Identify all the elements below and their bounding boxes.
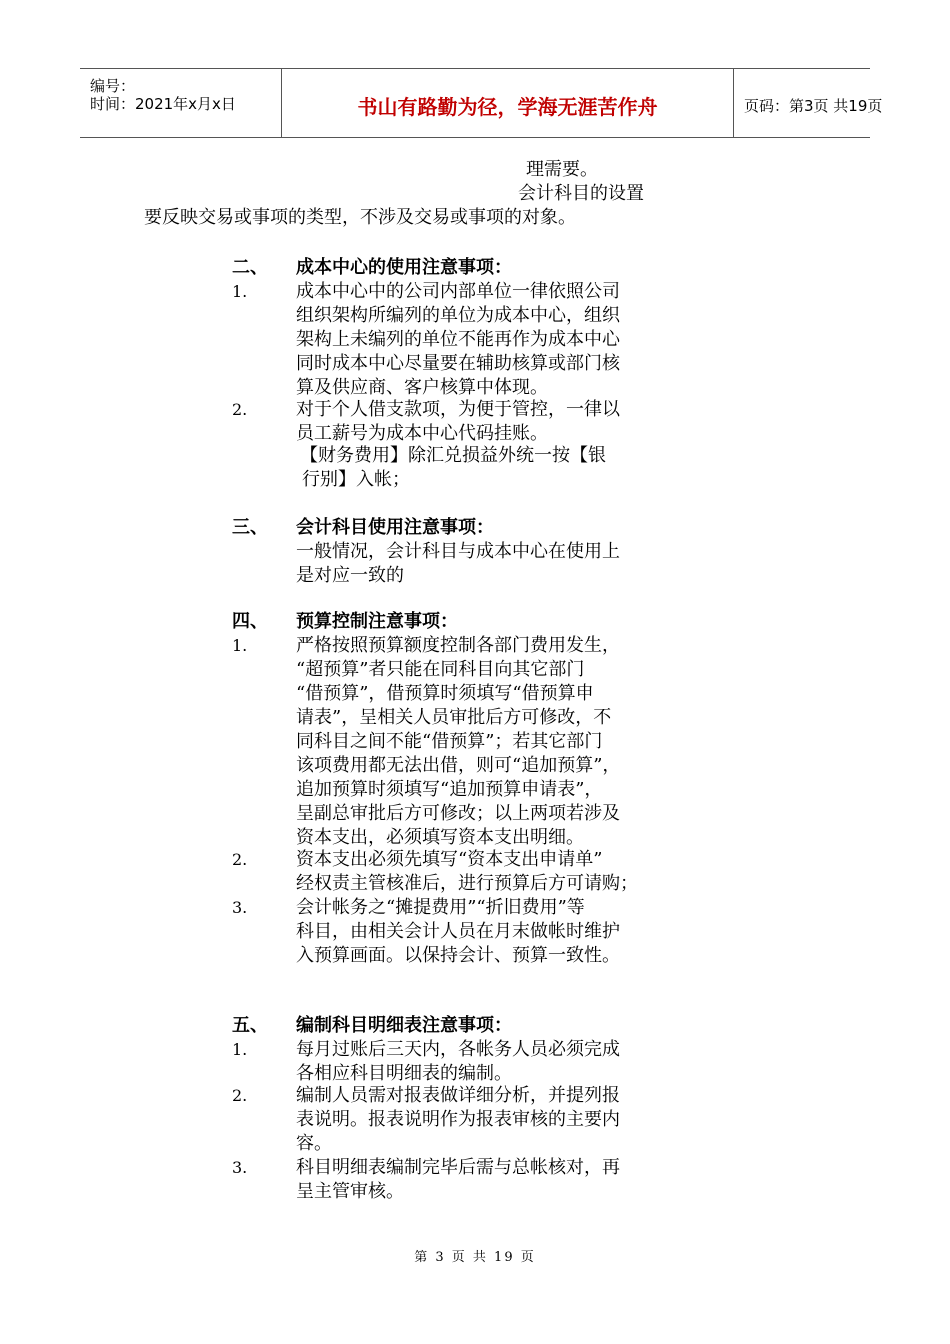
list-item-line: 呈副总审批后方可修改；以上两项若涉及 bbox=[296, 803, 620, 824]
header-meta-cell bbox=[80, 69, 282, 137]
section-number: 四、 bbox=[232, 611, 268, 632]
header-page-cell bbox=[734, 69, 883, 137]
list-item-line: 成本中心中的公司内部单位一律依照公司 bbox=[296, 281, 620, 302]
header-motto-cell bbox=[282, 69, 734, 137]
list-item-line: 科目，由相关会计人员在月末做帐时维护 bbox=[296, 921, 620, 942]
item-number: 3. bbox=[232, 898, 248, 917]
list-item-line: 每月过账后三天内，各帐务人员必须完成 bbox=[296, 1039, 620, 1060]
list-item-line: 经权责主管核准后，进行预算后方可请购； bbox=[296, 873, 638, 894]
paragraph-line: 一般情况，会计科目与成本中心在使用上 bbox=[296, 541, 620, 562]
list-item-line: 资本支出，必须填写资本支出明细。 bbox=[296, 827, 584, 848]
list-item-line: 该项费用都无法出借，则可“追加预算”， bbox=[296, 755, 621, 776]
section-title: 编制科目明细表注意事项： bbox=[296, 1015, 512, 1036]
list-item-line: 容。 bbox=[296, 1133, 332, 1154]
section-number: 二、 bbox=[232, 257, 268, 278]
item-number: 2. bbox=[232, 1086, 248, 1105]
item-number: 1. bbox=[232, 636, 248, 655]
item-number: 2. bbox=[232, 850, 248, 869]
list-item-line: 对于个人借支款项，为便于管控，一律以 bbox=[296, 399, 620, 420]
paragraph-line: 是对应一致的 bbox=[296, 565, 404, 586]
header-page-number: 页码：第3页 共19页 bbox=[744, 97, 883, 115]
list-item-line: 各相应科目明细表的编制。 bbox=[296, 1063, 512, 1084]
list-item-line: 员工薪号为成本中心代码挂账。 bbox=[296, 423, 548, 444]
list-item-line: 同时成本中心尽量要在辅助核算或部门核 bbox=[296, 353, 620, 374]
section-title: 会计科目使用注意事项： bbox=[296, 517, 494, 538]
list-item-line: 入预算画面。以保持会计、预算一致性。 bbox=[296, 945, 620, 966]
document-date-label: 时间：2021年x月x日 bbox=[90, 95, 236, 113]
list-item-line: 架构上未编列的单位不能再作为成本中心 bbox=[296, 329, 620, 350]
page-footer: 第 3 页 共 19 页 bbox=[414, 1250, 536, 1265]
list-item-line: 表说明。报表说明作为报表审核的主要内 bbox=[296, 1109, 620, 1130]
list-item-line: 同科目之间不能“借预算”；若其它部门 bbox=[296, 731, 603, 752]
list-item-line: 呈主管审核。 bbox=[296, 1181, 404, 1202]
intro-line: 要反映交易或事项的类型，不涉及交易或事项的对象。 bbox=[144, 207, 576, 228]
list-item-line: 严格按照预算额度控制各部门费用发生， bbox=[296, 635, 620, 656]
list-item-line: 编制人员需对报表做详细分析，并提列报 bbox=[296, 1085, 620, 1106]
list-item-line: “超预算”者只能在同科目向其它部门 bbox=[296, 659, 585, 680]
item-number: 1. bbox=[232, 282, 248, 301]
list-item-line: 请表”，呈相关人员审批后方可修改，不 bbox=[296, 707, 612, 728]
section-number: 三、 bbox=[232, 517, 268, 538]
section-title: 预算控制注意事项： bbox=[296, 611, 458, 632]
note-line: 行别】入帐； bbox=[302, 469, 410, 490]
note-line: 【财务费用】除汇兑损益外统一按【银 bbox=[300, 445, 606, 466]
intro-line: 会计科目的设置 bbox=[518, 183, 644, 204]
list-item-line: 追加预算时须填写“追加预算申请表”， bbox=[296, 779, 603, 800]
list-item-line: 会计帐务之“摊提费用”“折旧费用”等 bbox=[296, 897, 585, 918]
intro-line: 理需要。 bbox=[526, 159, 598, 180]
list-item-line: 组织架构所编列的单位为成本中心，组织 bbox=[296, 305, 620, 326]
section-number: 五、 bbox=[232, 1015, 268, 1036]
list-item-line: 算及供应商、客户核算中体现。 bbox=[296, 377, 548, 398]
item-number: 2. bbox=[232, 400, 248, 419]
list-item-line: 资本支出必须先填写“资本支出申请单” bbox=[296, 849, 603, 870]
page-header bbox=[80, 68, 883, 138]
item-number: 1. bbox=[232, 1040, 248, 1059]
header-motto: 书山有路勤为径，学海无涯苦作舟 bbox=[357, 95, 658, 119]
section-title: 成本中心的使用注意事项： bbox=[296, 257, 512, 278]
list-item-line: 科目明细表编制完毕后需与总帐核对，再 bbox=[296, 1157, 620, 1178]
item-number: 3. bbox=[232, 1158, 248, 1177]
list-item-line: “借预算”，借预算时须填写“借预算申 bbox=[296, 683, 594, 704]
document-number-label: 编号： bbox=[90, 77, 136, 95]
